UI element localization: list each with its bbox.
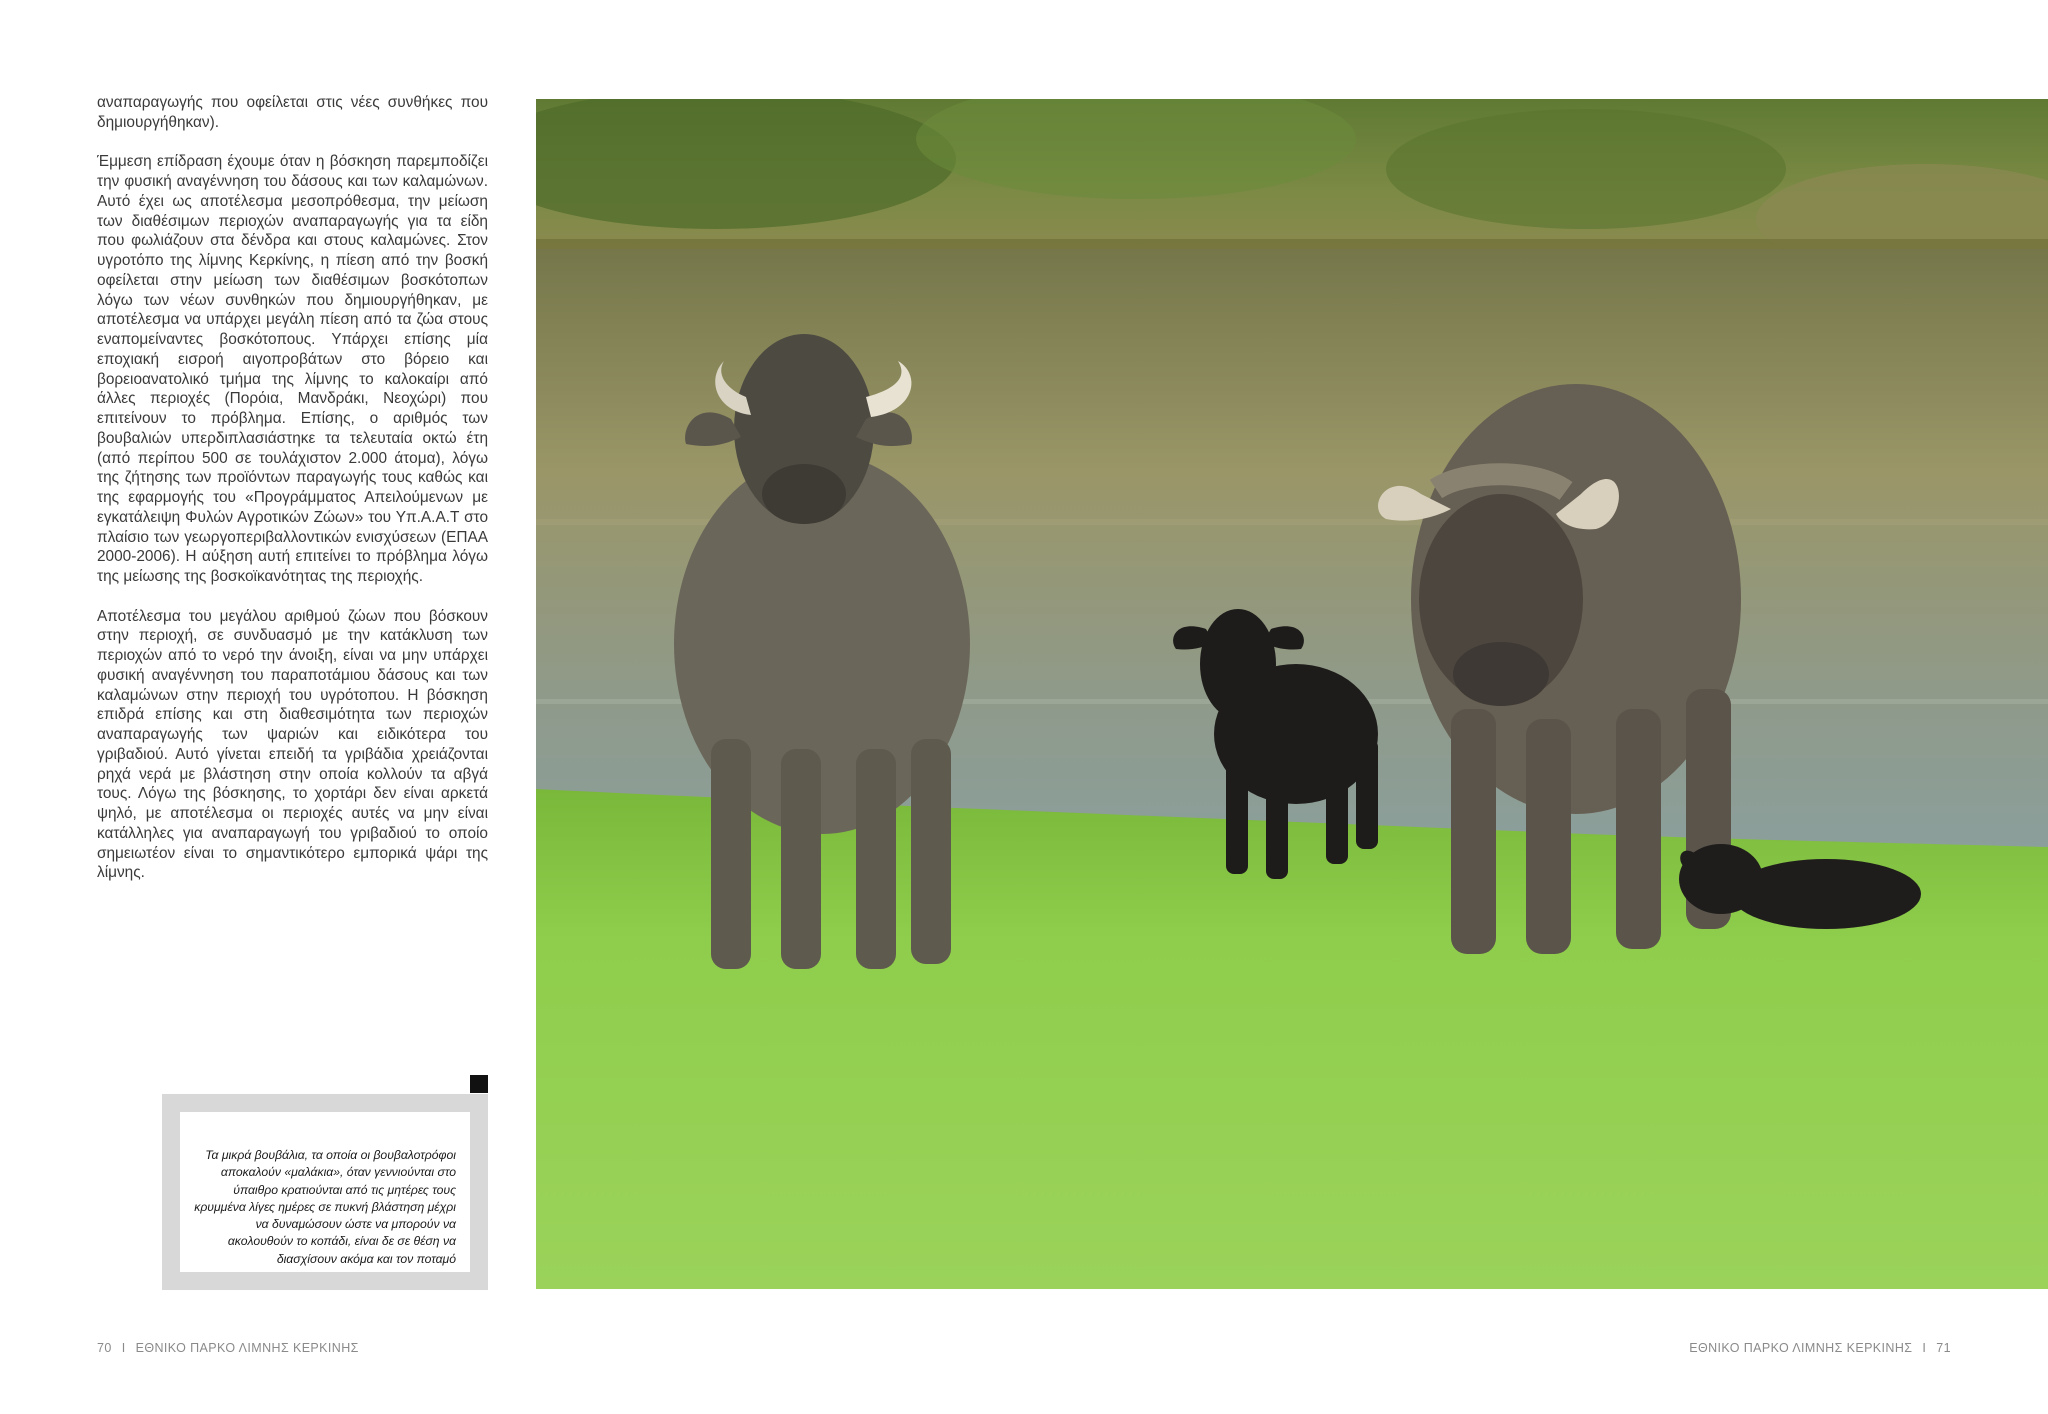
body-text-column — [97, 93, 488, 903]
footer-separator-left: I — [121, 1341, 126, 1355]
caption-box — [162, 1094, 488, 1290]
footer-left — [97, 1341, 359, 1355]
photo-caption: Τα μικρά βουβάλια, τα οποία οι βουβαλοτρόφοι αποκαλούν «μαλάκια», όταν γεννιούνται στο ύπαιθρο κρατιούνται από τις μητέρες τους κρυμμένα λίγες ημέρες σε πυκνή βλάστηση μέχρι να δυναμώσουν ώστε να μπορούν να ακολουθούν το κοπάδι, είναι δε σε θέση να διασχίσουν ακόμα και τον ποταμό — [194, 1148, 456, 1266]
page-number-left: 70 — [97, 1341, 112, 1355]
buffalo-photo — [536, 99, 2048, 1289]
caption-marker — [470, 1075, 488, 1093]
footer-right — [1689, 1341, 1951, 1355]
paragraph-3: Αποτέλεσμα του μεγάλου αριθμού ζώων που βόσκουν στην περιοχή, σε συνδυασμό με την κατάκλυση των περιοχών από το νερό την άνοιξη, είναι να μην υπάρχει φυσική αναγέννηση του παραποτάμιου δάσους και των καλαμώνων στην περιοχή του υγρότοπου. Η βόσκηση επιδρά επίσης και στη διαθεσιμότητα των περιοχών αναπαραγωγής των ψαριών και ειδικότερα του γριβαδιού. Αυτό γίνεται επειδή τα γριβάδια χρειάζονται ρηχά νερά με βλάστηση στην οποία κολλούν τα αβγά τους. Λόγω της βόσκησης, το χορτάρι δεν είναι αρκετά ψηλό, με αποτέλεσμα οι περιοχές αυτές να μην είναι κατάλληλες για αναπαραγωγή του γριβαδιού το οποίο σημειωτέον είναι το σημαντικότερο εμπορικά ψάρι της λίμνης. — [97, 607, 488, 882]
caption-inner — [180, 1112, 470, 1272]
footer-title-left: ΕΘΝΙΚΟ ΠΑΡΚΟ ΛΙΜΝΗΣ ΚΕΡΚΙΝΗΣ — [135, 1341, 359, 1355]
page-number-right: 71 — [1936, 1341, 1951, 1355]
paragraph-2: Έμμεση επίδραση έχουμε όταν η βόσκηση παρεμποδίζει την φυσική αναγέννηση του δάσους και των καλαμώνων. Αυτό έχει ως αποτέλεσμα μεσοπρόθεσμα, την μείωση των διαθέσιμων περιοχών αναπαραγωγής για τα είδη που φωλιάζουν στα δένδρα και στους καλαμώνες. Στον υγροτόπο της λίμνης Κερκίνης, η πίεση από την βοσκή οφείλεται στην μείωση των διαθέσιμων βοσκότοπων λόγω των νέων συνθηκών που δημιουργήθηκαν, με αποτέλεσμα να υπάρχει μεγάλη πίεση από τα ζώα στους εναπομείναντες βοσκότοπους. Υπάρχει επίσης μία εποχιακή εισροή αιγοπροβάτων στο βόρειο και βορειοανατολικό τμήμα της λίμνης το καλοκαίρι από άλλες περιοχές (Πορόια, Μανδράκι, Νεοχώρι) που επιτείνουν το πρόβλημα. Επίσης, ο αριθμός των βουβαλιών υπερδιπλασιάστηκε τα τελευταία οκτώ έτη (από περίπου 500 σε τουλάχιστον 2.000 άτομα), λόγω της ζήτησης των προϊόντων παραγωγής τους καθώς και της εφαρμογής του «Προγράμματος Απειλούμενων με εγκατάλειψη Φυλών Αγροτικών Ζώων» του Υπ.Α.Α.Τ στο πλαίσιο των γεωργοπεριβαλλοντικών ενισχύσεων (ΕΠΑΑ 2000-2006). Η αύξηση αυτή επιτείνει το πρόβλημα λόγω της μείωσης της βοσκοϊκανότητας της περιοχής. — [97, 153, 488, 585]
footer-title-right: ΕΘΝΙΚΟ ΠΑΡΚΟ ΛΙΜΝΗΣ ΚΕΡΚΙΝΗΣ — [1689, 1341, 1913, 1355]
paragraph-1: αναπαραγωγής που οφείλεται στις νέες συνθήκες που δημιουργήθηκαν). — [97, 94, 488, 131]
footer-separator-right: I — [1922, 1341, 1927, 1355]
